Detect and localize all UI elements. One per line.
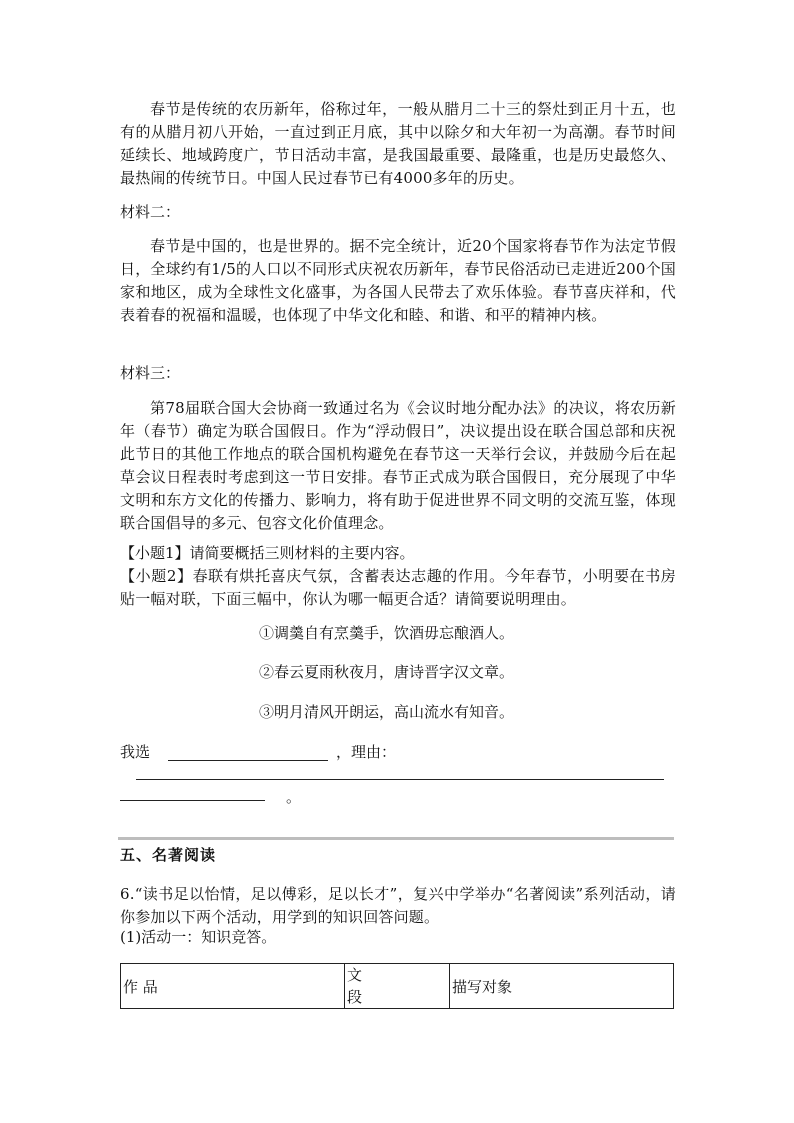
material3-paragraph: 第78届联合国大会协商一致通过名为《会议时地分配办法》的决议，将农历新年（春节）确定为联合国假日。作为“浮动假日”，决议提出设在联合国总部和庆祝此节日的其他工作地点的联合国机构避免在春节这一天举行会议，并鼓励今后在起草会议日程表时考虑到这一节日安排。春节正式成为联合国假日，充分展现了中华文明和东方文化的传播力、影响力，将有助于促进世界不同文明的交流互鉴，体现联合国倡导的多元、包容文化价值理念。	[120, 399, 676, 532]
answer-reason-line-1[interactable]	[136, 779, 664, 780]
activity-1-label: (1)活动一：知识竞答。	[120, 928, 277, 946]
select-label: 我选	[120, 743, 151, 761]
answer-select-blank[interactable]	[168, 760, 328, 761]
answer-end-mark: 。	[286, 788, 302, 806]
section-5-title: 五、名著阅读	[120, 846, 217, 864]
couplet-choice-2: ②春云夏雨秋夜月，唐诗晋字汉文章。	[259, 663, 515, 681]
reason-label: ，理由：	[336, 743, 397, 761]
couplet-choice-1: ①调羹自有烹羹手，饮酒毋忘酿酒人。	[259, 624, 515, 642]
question-2: 【小题2】春联有烘托喜庆气氛，含蓄表达志趣的作用。今年春节，小明要在书房贴一幅对联，下面三幅中，你认为哪一幅更合适？请简要说明理由。	[120, 567, 676, 608]
question-6-intro: 6.“读书足以怡情，足以傅彩，足以长才”，复兴中学举办“名著阅读”系列活动，请你参加以下两个活动，用学到的知识回答问题。	[120, 885, 676, 926]
section-divider	[118, 837, 674, 840]
material1-paragraph: 春节是传统的农历新年，俗称过年，一般从腊月二十三的祭灶到正月十五，也有的从腊月初八开始，一直过到正月底，其中以除夕和大年初一为高潮。春节时间延续长、地域跨度广，节日活动丰富，是我国最重要、最隆重，也是历史最悠久、最热闹的传统节日。中国人民过春节已有4000多年的历史。	[120, 100, 676, 187]
table-header-work: 作 品	[121, 964, 345, 1009]
table-header-passage-text: 文段	[347, 966, 363, 1006]
table-header-row	[121, 964, 674, 1009]
table-header-subject: 描写对象	[450, 964, 674, 1009]
material2-paragraph: 春节是中国的，也是世界的。据不完全统计，近20个国家将春节作为法定节假日，全球约有1/5的人口以不同形式庆祝农历新年，春节民俗活动已走进近200个国家和地区，成为全球性文化盛事，为各国人民带去了欢乐体验。春节喜庆祥和，代表着春的祝福和温暖，也体现了中华文化和睦、和谐、和平的精神内核。	[120, 237, 676, 324]
table-header-passage	[345, 964, 450, 1009]
answer-reason-line-2[interactable]	[120, 800, 265, 801]
question-1: 【小题1】请简要概括三则材料的主要内容。	[120, 544, 415, 562]
material2-label: 材料二：	[120, 203, 181, 221]
material3-label: 材料三：	[120, 364, 181, 382]
couplet-choice-3: ③明月清风开朗运，高山流水有知音。	[259, 703, 515, 721]
works-table	[120, 963, 674, 1009]
